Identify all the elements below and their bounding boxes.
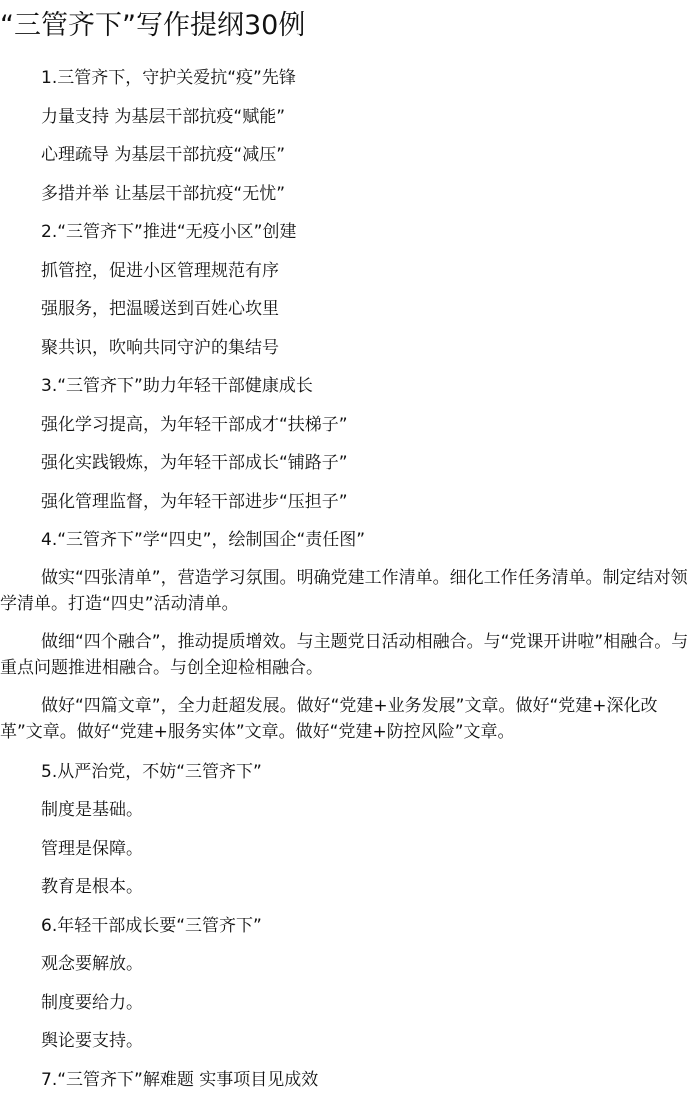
- outline-item: 多措并举 让基层干部抗疫“无忧”: [41, 184, 286, 204]
- outline-item: 强服务，把温暖送到百姓心坎里: [41, 299, 279, 319]
- outline-heading-4: 4.“三管齐下”学“四史”，绘制国企“责任图”: [41, 530, 366, 550]
- outline-item: 教育是根本。: [41, 877, 143, 897]
- paragraph-four-lists: 做实“四张清单”，营造学习氛围。明确党建工作清单。细化工作任务清单。制定结对领学清单。打造“四史”活动清单。: [0, 568, 688, 614]
- outline-heading-7: 7.“三管齐下”解难题 实事项目见成效: [41, 1070, 319, 1090]
- outline-item: 力量支持 为基层干部抗疫“赋能”: [41, 107, 286, 127]
- outline-item: 心理疏导 为基层干部抗疫“减压”: [41, 145, 286, 165]
- outline-item: 制度是基础。: [41, 800, 143, 820]
- paragraph-four-integrations: 做细“四个融合”，推动提质增效。与主题党日活动相融合。与“党课开讲啦”相融合。与重点问题推进相融合。与创全迎检相融合。: [0, 632, 689, 678]
- outline-item: 管理是保障。: [41, 839, 143, 859]
- outline-item: 抓管控，促进小区管理规范有序: [41, 261, 279, 281]
- outline-heading-5: 5.从严治党，不妨“三管齐下”: [41, 762, 262, 782]
- outline-item: 强化实践锻炼，为年轻干部成长“铺路子”: [41, 453, 348, 473]
- outline-heading-6: 6.年轻干部成长要“三管齐下”: [41, 916, 262, 936]
- outline-heading-3: 3.“三管齐下”助力年轻干部健康成长: [41, 376, 313, 396]
- outline-item: 强化管理监督，为年轻干部进步“压担子”: [41, 492, 348, 512]
- paragraph-four-articles: 做好“四篇文章”，全力赶超发展。做好“党建+业务发展”文章。做好“党建+深化改革”文章。做好“党建+服务实体”文章。做好“党建+防控风险”文章。: [0, 696, 658, 742]
- outline-heading-2: 2.“三管齐下”推进“无疫小区”创建: [41, 222, 297, 242]
- document-title: “三管齐下”写作提纲30例: [0, 10, 306, 41]
- outline-item: 强化学习提高，为年轻干部成才“扶梯子”: [41, 415, 348, 435]
- outline-item: 聚共识，吹响共同守沪的集结号: [41, 338, 279, 358]
- outline-item: 观念要解放。: [41, 954, 143, 974]
- outline-item: 舆论要支持。: [41, 1031, 143, 1051]
- outline-heading-1: 1.三管齐下，守护关爱抗“疫”先锋: [41, 68, 296, 88]
- outline-item: 制度要给力。: [41, 993, 143, 1013]
